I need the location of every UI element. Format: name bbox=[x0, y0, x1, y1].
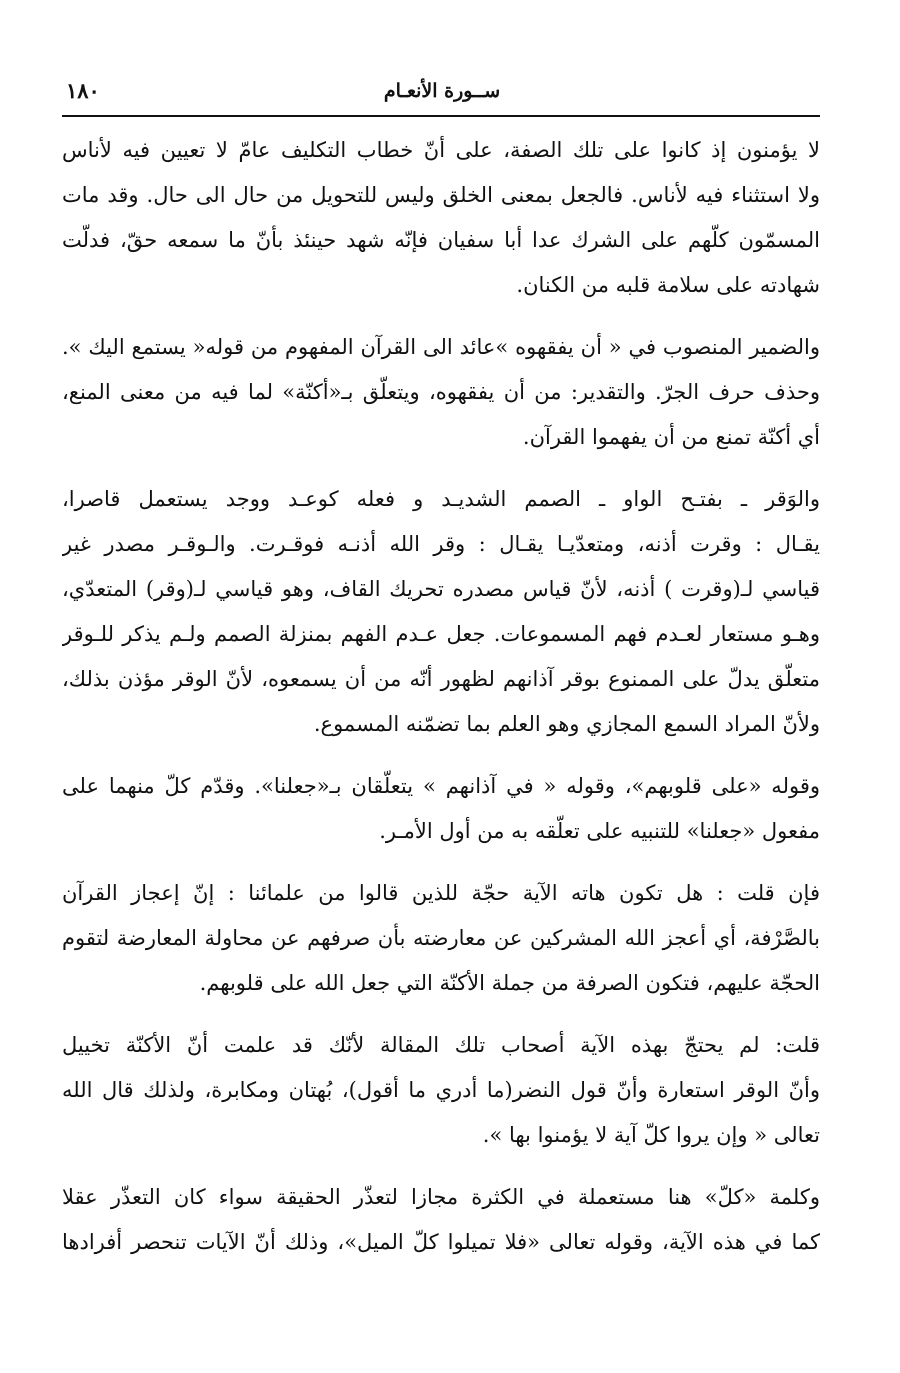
text-line: وأنّ الوقر استعارة وأنّ قول النضر(ما أدري ما أقول)، بُهتان ومكابرة، ولذلك قال الله bbox=[62, 1078, 820, 1102]
text-line: شهادته على سلامة قلبه من الكنان. bbox=[516, 273, 820, 297]
text-line: والضمير المنصوب في « أن يفقهوه »عائد الى القرآن المفهوم من قوله« يستمع اليك ». bbox=[62, 335, 820, 359]
paragraph bbox=[62, 477, 820, 747]
paragraph bbox=[62, 871, 820, 1006]
paragraph bbox=[62, 1175, 820, 1265]
text-line: الحجّة عليهم، فتكون الصرفة من جملة الأكنّة التي جعل الله على قلوبهم. bbox=[199, 971, 820, 995]
text-line: وكلمة «كلّ» هنا مستعملة في الكثرة مجازا لتعذّر الحقيقة سواء كان التعذّر عقلا bbox=[62, 1185, 820, 1209]
text-line: أي أكنّة تمنع من أن يفهموا القرآن. bbox=[522, 425, 820, 449]
text-line: تعالى « وإن يروا كلّ آية لا يؤمنوا بها ». bbox=[482, 1123, 820, 1147]
text-line: وقوله «على قلوبهم»، وقوله « في آذانهم » يتعلّقان بـ«جعلنا». وقدّم كلّ منهما على bbox=[62, 774, 820, 798]
text-line: قياسي لـ(وقرت ) أذنه، لأنّ قياس مصدره تحريك القاف، وهو قياسي لـ(وقر) المتعدّي، bbox=[62, 577, 820, 601]
text-line: والوَقر ـ بفتـح الواو ـ الصمم الشديـد و فعله كوعـد ووجد يستعمل قاصرا، bbox=[62, 487, 820, 511]
paragraph bbox=[62, 325, 820, 460]
text-line: متعلّق يدلّ على الممنوع بوقر آذانهم لظهور أنّه من أن يسمعوه، لأنّ الوقر مؤذن بذلك، bbox=[62, 667, 820, 691]
paragraph bbox=[62, 1023, 820, 1158]
text-line: ولا استثناء فيه لأناس. فالجعل بمعنى الخلق وليس للتحويل من حال الى حال. وقد مات bbox=[62, 183, 820, 207]
page-header bbox=[62, 78, 818, 112]
text-line: ولأنّ المراد السمع المجازي وهو العلم بما تضمّنه المسموع. bbox=[313, 712, 820, 736]
text-line: كما في هذه الآية، وقوله تعالى «فلا تميلوا كلّ الميل»، وذلك أنّ الآيات تنحصر أفرادها bbox=[62, 1230, 820, 1254]
text-line: يقـال : وقرت أذنه، ومتعدّيـا يقـال : وقر الله أذنـه فوقـرت. والـوقـر مصدر غير bbox=[62, 532, 820, 556]
running-title: ســورة الأنعـام bbox=[383, 80, 501, 102]
text-line: مفعول «جعلنا» للتنبيه على تعلّقه به من أول الأمـر. bbox=[379, 819, 820, 843]
header-divider bbox=[62, 115, 820, 117]
paragraph bbox=[62, 128, 820, 308]
text-line: وحذف حرف الجرّ. والتقدير: من أن يفقهوه، ويتعلّق بـ«أكنّة» لما فيه من معنى المنع، bbox=[62, 380, 820, 404]
text-line: بالصَّرْفة، أي أعجز الله المشركين عن معارضته بأن صرفهم عن محاولة المعارضة لتقوم bbox=[62, 926, 820, 950]
body-text bbox=[62, 128, 820, 1282]
paragraph bbox=[62, 764, 820, 854]
text-line: المسمّون كلّهم على الشرك عدا أبا سفيان فإنّه شهد حينئذ بأنّ ما سمعه حقّ، فدلّت bbox=[62, 228, 820, 252]
text-line: لا يؤمنون إذ كانوا على تلك الصفة، على أنّ خطاب التكليف عامّ لا تعيين فيه لأناس bbox=[62, 138, 820, 162]
text-line: وهـو مستعار لعـدم فهم المسموعات. جعل عـدم الفهم بمنزلة الصمم ولـم يذكر للـوقر bbox=[62, 622, 820, 646]
page-number: ١٨٠ bbox=[66, 78, 100, 103]
text-line: فإن قلت : هل تكون هاته الآية حجّة للذين قالوا من علمائنا : إنّ إعجاز القرآن bbox=[62, 881, 820, 905]
text-line: قلت: لم يحتجّ بهذه الآية أصحاب تلك المقالة لأنّك قد علمت أنّ الأكنّة تخييل bbox=[62, 1033, 820, 1057]
